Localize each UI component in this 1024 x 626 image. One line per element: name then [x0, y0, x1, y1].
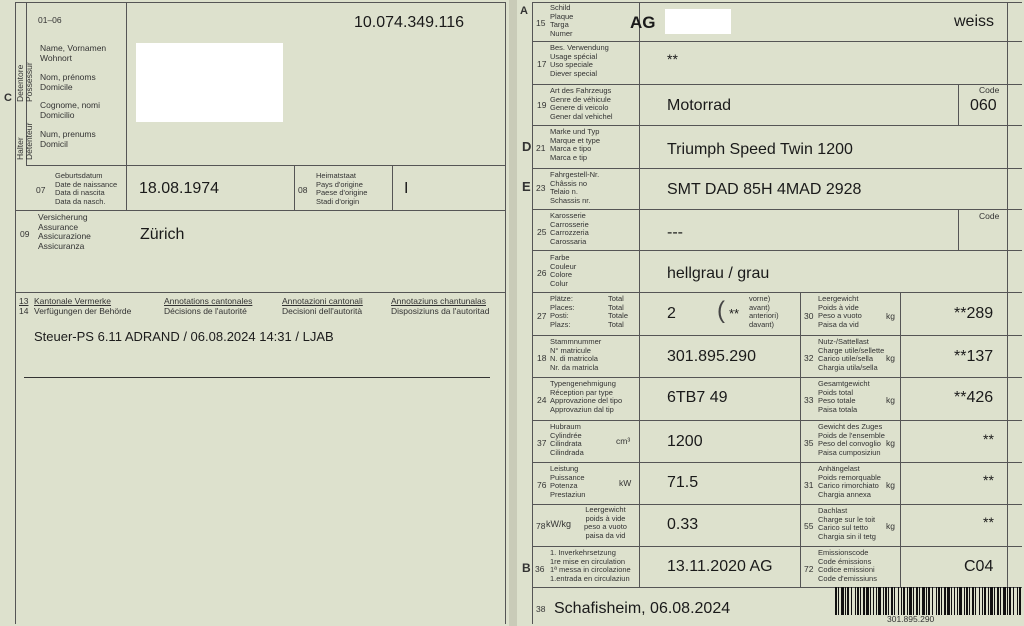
- barcode-bar: [959, 587, 962, 615]
- special-use-label: Bes. Verwendung Usage spécial Uso speciale Diever special: [550, 43, 609, 78]
- type-approval-value: 6TB7 49: [667, 389, 728, 406]
- plate-color: weiss: [954, 13, 995, 30]
- field-num-21: 21: [536, 143, 546, 153]
- seats-total-label: Total Total Totale Total: [608, 294, 629, 329]
- barcode-bar: [888, 587, 889, 615]
- page-gutter: [509, 0, 517, 626]
- power-weight-value: 0.33: [667, 516, 699, 533]
- barcode-bar: [891, 587, 893, 615]
- field-num-72: 72: [804, 564, 814, 574]
- barcode-bar: [972, 587, 974, 615]
- body-value: ---: [667, 224, 683, 241]
- seats-front-label: vorne) avant) anteriori) davant): [749, 294, 779, 329]
- empty-weight-value: **289: [954, 305, 994, 322]
- barcode-bar: [1000, 587, 1001, 615]
- section-letter-d: D: [522, 139, 532, 154]
- seats-bracket: (: [717, 297, 725, 324]
- type-approval-label: Typengenehmigung Réception par type Approvazione del tipo Approvaziun dal tip: [550, 379, 623, 414]
- field-num-33: 33: [804, 395, 814, 405]
- barcode-bar: [994, 587, 995, 615]
- barcode-bar: [878, 587, 881, 615]
- place-date-value: Schafisheim, 06.08.2024: [554, 600, 731, 617]
- vehicle-type-label: Art des Fahrzeugs Genre de véhicule Genere di veicolo Gener dal vehichel: [550, 86, 613, 121]
- field-num-17: 17: [537, 59, 547, 69]
- section-letter-b: B: [522, 561, 531, 575]
- annotations-it-1: Annotazioni cantonali: [282, 296, 363, 306]
- section-letter-c: C: [4, 92, 12, 104]
- field-num-23: 23: [536, 183, 546, 193]
- field-num-37: 37: [537, 438, 547, 448]
- barcode-bar: [1017, 587, 1018, 615]
- barcode-bar: [916, 587, 918, 615]
- annotations-rm-1: Annotaziuns chantunalas: [391, 296, 486, 306]
- barcode-bar: [969, 587, 970, 615]
- barcode-bar: [941, 587, 942, 615]
- train-weight-value: **: [983, 431, 994, 447]
- barcode-bar: [901, 587, 902, 615]
- barcode-bar: [857, 587, 859, 615]
- train-weight-label: Gewicht des Zuges Poids de l'ensemble Peso del convoglio Paisa cumposiziun: [818, 422, 885, 457]
- barcode-bar: [936, 587, 937, 615]
- barcode-bar: [838, 587, 839, 615]
- barcode-bar: [907, 587, 908, 615]
- field-num-08: 08: [298, 185, 308, 195]
- barcode-bar: [922, 587, 925, 615]
- payload-value: **137: [954, 348, 994, 365]
- field-num-13: 13: [19, 296, 29, 306]
- trailer-load-unit: kg: [886, 480, 895, 490]
- body-code-label: Code: [979, 211, 1000, 221]
- annotation-entry: Steuer-PS 6.11 ADRAND / 06.08.2024 14:31 / LJAB: [34, 329, 334, 344]
- barcode-bar: [898, 587, 899, 615]
- seats-label: Plätze: Places: Posti: Plazs:: [550, 294, 575, 329]
- vehicle-code: 060: [970, 97, 997, 114]
- field-num-55: 55: [804, 521, 814, 531]
- empty-weight-label: Leergewicht Poids à vide Peso a vuoto Paisa da vid: [818, 294, 862, 329]
- barcode-bar: [873, 587, 874, 615]
- redacted-plate-number: [665, 9, 731, 34]
- barcode-bar: [1003, 587, 1006, 615]
- range-label: 01–06: [38, 15, 62, 25]
- annotations-fr-1: Annotations cantonales: [164, 296, 253, 306]
- birth-date: 18.08.1974: [139, 180, 220, 197]
- barcode-bar: [883, 587, 884, 615]
- power-unit: kW: [619, 478, 632, 488]
- barcode-bar: [885, 587, 887, 615]
- barcode-bar: [894, 587, 895, 615]
- first-registration-label: 1. Inverkehrsetzung 1re mise en circulation 1ª messa in circolazione 1.entrada en circulaziun: [550, 548, 631, 583]
- barcode-bar: [913, 587, 914, 615]
- barcode-bar: [984, 587, 986, 615]
- section-letter-a: A: [520, 5, 528, 17]
- vehicle-code-label: Code: [979, 85, 1000, 95]
- barcode: [835, 587, 1021, 615]
- colour-value: hellgrau / grau: [667, 265, 770, 282]
- barcode-bar: [975, 587, 976, 615]
- plate-canton: AG: [630, 13, 656, 32]
- field-num-09: 09: [20, 229, 30, 239]
- seats-front-value: **: [729, 306, 740, 321]
- power-weight-label: kW/kg: [546, 519, 572, 529]
- right-page: [517, 0, 1024, 626]
- annotation-divider: [24, 377, 490, 378]
- trailer-load-value: **: [983, 472, 994, 488]
- barcode-bar: [1019, 587, 1021, 615]
- insurance-label: Versicherung Assurance Assicurazione Assicuranza: [38, 212, 91, 251]
- annotations-fr-2: Décisions de l'autorité: [164, 306, 247, 316]
- first-registration-value: 13.11.2020 AG: [667, 558, 773, 575]
- holder-vertical-label-2: Detentore Possessur: [15, 62, 34, 102]
- holder-vertical-label: Halter Détenteur: [15, 122, 34, 160]
- barcode-bar: [903, 587, 905, 615]
- barcode-bar: [1013, 587, 1014, 615]
- train-weight-unit: kg: [886, 438, 895, 448]
- payload-unit: kg: [886, 353, 895, 363]
- barcode-bar: [870, 587, 871, 615]
- barcode-bar: [964, 587, 965, 615]
- barcode-bar: [938, 587, 940, 615]
- seats-value: 2: [667, 305, 676, 322]
- field-num-38: 38: [536, 604, 546, 614]
- name-label-fr: Nom, prénoms Domicile: [40, 72, 96, 92]
- barcode-bar: [847, 587, 849, 615]
- roof-load-label: Dachlast Charge sur le toit Carico sul tetto Chargia sin il tetg: [818, 506, 876, 541]
- annotations-de-1: Kantonale Vermerke: [34, 296, 112, 306]
- section-letter-e: E: [522, 179, 531, 194]
- barcode-bar: [982, 587, 983, 615]
- field-num-19: 19: [537, 100, 547, 110]
- barcode-bar: [944, 587, 946, 615]
- total-weight-label: Gesamtgewicht Poids total Peso totale Paisa totala: [818, 379, 870, 414]
- roof-load-unit: kg: [886, 521, 895, 531]
- origin-value: I: [404, 180, 409, 197]
- power-label: Leistung Puissance Potenza Prestaziun: [550, 464, 586, 499]
- barcode-bar: [928, 587, 930, 615]
- field-num-76: 76: [537, 480, 547, 490]
- name-label: Name, Vornamen Wohnort: [40, 43, 107, 63]
- annotations-rm-2: Disposiziuns da l'autoritad: [391, 306, 490, 316]
- annotations-it-2: Decisioni dell'autorità: [282, 306, 363, 316]
- emission-label: Emissionscode Code émissions Codice emissioni Code d'emissiuns: [818, 548, 877, 583]
- field-num-35: 35: [804, 438, 814, 448]
- field-num-18: 18: [537, 353, 547, 363]
- plate-label: Schild Plaque Targa Numer: [550, 3, 574, 38]
- barcode-bar: [855, 587, 856, 615]
- barcode-bar: [841, 587, 844, 615]
- colour-label: Farbe Couleur Colore Colur: [550, 253, 577, 288]
- trailer-load-label: Anhängelast Poids remorquable Carico rimorchiato Chargia annexa: [818, 464, 881, 499]
- barcode-bar: [876, 587, 877, 615]
- barcode-bar: [954, 587, 955, 615]
- name-label-rm: Num, prenums Domicil: [40, 129, 96, 149]
- field-num-78: 78: [536, 521, 546, 531]
- barcode-bar: [932, 587, 933, 615]
- barcode-bar: [947, 587, 950, 615]
- barcode-bar: [957, 587, 958, 615]
- barcode-bar: [860, 587, 861, 615]
- emission-value: C04: [964, 558, 994, 575]
- insurance-value: Zürich: [140, 226, 185, 243]
- barcode-bar: [909, 587, 912, 615]
- field-num-27: 27: [537, 311, 547, 321]
- name-label-it: Cognome, nomi Domicilio: [40, 100, 101, 120]
- barcode-bar: [990, 587, 993, 615]
- field-num-32: 32: [804, 353, 814, 363]
- make-value: Triumph Speed Twin 1200: [667, 141, 853, 158]
- document-number: 10.074.349.116: [354, 14, 465, 31]
- displacement-unit: cm³: [616, 436, 631, 446]
- barcode-bar: [951, 587, 952, 615]
- make-label: Marke und Typ Marque et type Marca e tipo Marca e tip: [550, 127, 601, 162]
- chassis-value: SMT DAD 85H 4MAD 2928: [667, 181, 862, 198]
- displacement-value: 1200: [667, 433, 703, 450]
- redacted-holder-name: [136, 43, 283, 122]
- field-num-25: 25: [537, 227, 547, 237]
- annotations-de-2: Verfügungen der Behörde: [34, 306, 132, 316]
- payload-label: Nutz-/Sattellast Charge utile/sellette Carico utile/sella Chargia utila/sella: [818, 337, 885, 372]
- left-page: [0, 0, 509, 626]
- barcode-bar: [1007, 587, 1008, 615]
- empty-weight-unit: kg: [886, 311, 895, 321]
- roof-load-value: **: [983, 514, 994, 530]
- field-num-31: 31: [804, 480, 814, 490]
- barcode-bar: [835, 587, 837, 615]
- master-number-value: 301.895.290: [667, 348, 756, 365]
- chassis-label: Fahrgestell-Nr. Châssis no Telaio n. Schassis nr.: [550, 170, 600, 205]
- barcode-bar: [1009, 587, 1011, 615]
- barcode-bar: [845, 587, 846, 615]
- field-num-24: 24: [537, 395, 547, 405]
- barcode-bar: [866, 587, 869, 615]
- barcode-bar: [979, 587, 980, 615]
- origin-label: Heimatstaat Pays d'origine Paese d'origine Stadi d'origin: [316, 171, 368, 206]
- barcode-bar: [966, 587, 968, 615]
- body-label: Karosserie Carrosserie Carrozzeria Carossaria: [550, 211, 589, 246]
- barcode-bar: [863, 587, 865, 615]
- field-num-15: 15: [536, 18, 546, 28]
- field-num-26: 26: [537, 268, 547, 278]
- birth-label: Geburtsdatum Date de naissance Data di nascita Data da nasch.: [55, 171, 118, 206]
- field-num-36: 36: [535, 564, 545, 574]
- barcode-bar: [926, 587, 927, 615]
- master-number-label: Stammnummer N° matricule N. di matricola Nr. da matricla: [550, 337, 602, 372]
- field-num-14: 14: [19, 306, 29, 316]
- special-use-value: **: [667, 51, 678, 67]
- displacement-label: Hubraum Cylindrée Cilindrata Cilindrada: [550, 422, 584, 457]
- barcode-bar: [919, 587, 920, 615]
- power-value: 71.5: [667, 474, 699, 491]
- vehicle-type-value: Motorrad: [667, 97, 732, 114]
- barcode-number: 301.895.290: [887, 614, 935, 624]
- barcode-bar: [988, 587, 989, 615]
- total-weight-value: **426: [954, 389, 994, 406]
- barcode-bar: [851, 587, 852, 615]
- field-num-30: 30: [804, 311, 814, 321]
- power-weight-sub-label: Leergewicht poids à vide peso a vuoto paisa da vid: [584, 505, 627, 540]
- barcode-bar: [997, 587, 999, 615]
- field-num-07: 07: [36, 185, 46, 195]
- total-weight-unit: kg: [886, 395, 895, 405]
